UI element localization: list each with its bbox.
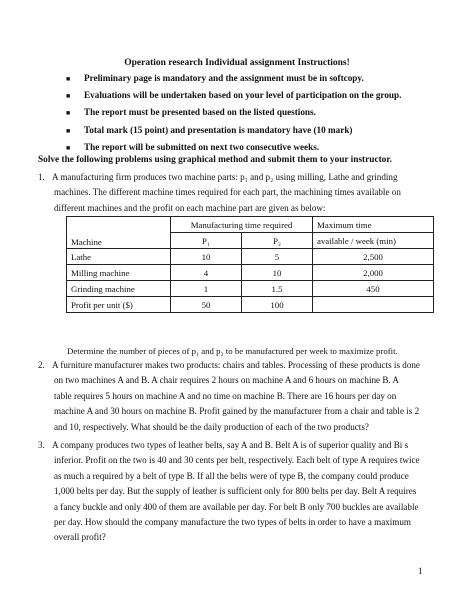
table-row: Lathe 10 5 2,500 <box>67 249 434 265</box>
question-2: 2. A furniture manufacturer makes two products: chairs and tables. Processing of these products is done on two machines A and B. A chair requires 2 hours on machine A and 6 hours on machine B. A table requires 5 hours on machine A and no time on machine B. There are 16 hours per day on machine A and 30 hours on machine B. Profit gained by the manufacturer from a chair and table is 2 and 10, respectively. What should be the daily production of each of the two products? <box>38 360 420 432</box>
table-row: Grinding machine 1 1.5 450 <box>67 281 434 297</box>
bullet-item: ■ The report must be presented based on the listed questions. <box>66 106 456 123</box>
table-row: Milling machine 4 10 2,000 <box>67 265 434 281</box>
table-row: Profit per unit ($) 50 100 <box>67 297 434 313</box>
header-p1: P₁ <box>171 233 242 249</box>
header-manufacturing-time: Manufacturing time required <box>171 217 313 233</box>
question-1-determine: Determine the number of pieces of p₁ and p₂ to be manufactured per week to maximize profit. <box>67 346 398 356</box>
square-bullet-icon: ■ <box>66 109 71 118</box>
solve-instruction: Solve the following problems using graphical method and submit them to your instructor. <box>38 155 392 165</box>
bullet-item: ■ The report will be submitted on next two consecutive weeks. <box>66 141 456 158</box>
question-1: 1. A manufacturing firm produces two machine parts: p₁ and p₂ using milling, Lathe and grinding machines. The different machine times required for each part, the machining times available on different machines and the profit on each machine part are given as below: <box>38 172 401 213</box>
square-bullet-icon: ■ <box>66 92 71 101</box>
bullet-item: ■ Total mark (15 point) and presentation is mandatory have (10 mark) <box>66 124 456 141</box>
square-bullet-icon: ■ <box>66 75 71 83</box>
bullet-item: ■ Preliminary page is mandatory and the assignment must be in softcopy. <box>66 72 456 89</box>
instruction-bullets <box>66 72 456 158</box>
header-p2: P₂ <box>242 233 313 249</box>
page-title: Operation research Individual assignment Instructions! <box>124 58 350 68</box>
square-bullet-icon: ■ <box>66 126 71 135</box>
bullet-item: ■ Evaluations will be undertaken based on your level of participation on the group. <box>66 89 456 106</box>
page-number: 1 <box>418 566 423 576</box>
header-available: available / week (min) <box>313 233 434 249</box>
machine-times-table <box>66 216 434 313</box>
header-maximum-time: Maximum time <box>313 217 434 233</box>
question-3: 3. A company produces two types of leather belts, say A and B. Belt A is of superior quality and Bi s inferior. Profit on the two is 40 and 30 cents per belt, respectively. Each belt of type A requires twice as much a required by a belt of type B. If all the belts were of type B, the company could produce 1,000 belts per day. But the supply of leather is sufficient only for 800 belts per day. Belt A requires a fancy buckle and only 400 of them are available per day. For belt B only 700 buckles are available per day. How should the company manufacture the two types of belts in order to have a maximum overall profit? <box>38 440 420 543</box>
header-machine: Machine <box>67 217 171 249</box>
square-bullet-icon: ■ <box>66 143 71 152</box>
